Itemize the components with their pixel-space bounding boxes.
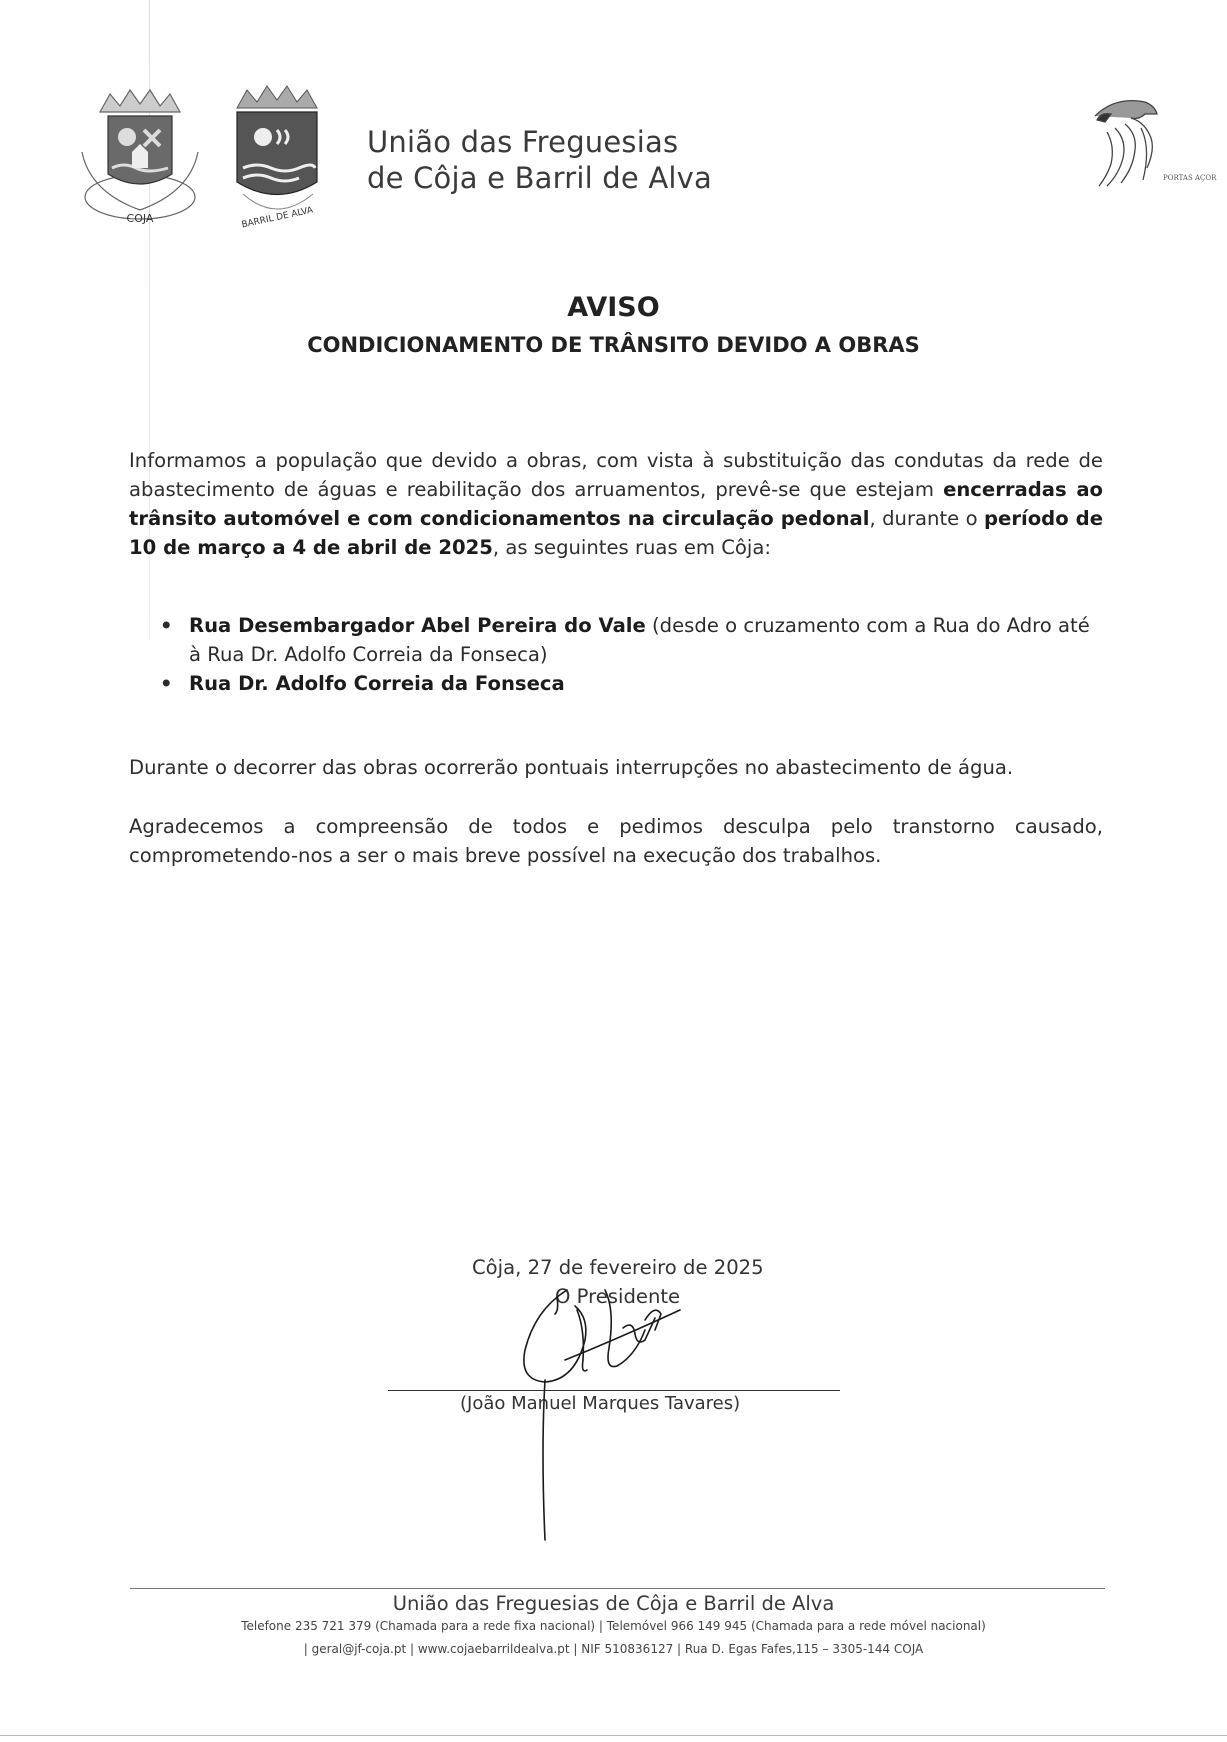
barril-de-alva-crest-icon xyxy=(225,82,330,231)
signature-role: O Presidente xyxy=(555,1285,681,1308)
handwritten-signature-icon xyxy=(505,1270,755,1550)
list-item xyxy=(158,611,1103,669)
intro-text-e: , as seguintes ruas em Côja: xyxy=(492,536,771,559)
scan-bottom-edge xyxy=(0,1735,1227,1736)
bullet-icon: • xyxy=(160,614,173,637)
eagle-logo-text: PORTAS AÇOR xyxy=(1163,174,1217,182)
coja-crest-icon xyxy=(80,82,200,227)
apology-paragraph: Agradecemos a compreensão de todos e pedimos desculpa pelo transtorno causado, comprometendo-nos a ser o mais breve possível na execução dos trabalhos. xyxy=(129,815,1103,867)
street-detail: (desde o cruzamento com a Rua do Adro até à Rua Dr. Adolfo Correia da Fonseca) xyxy=(189,614,1090,666)
barril-crest-label: BARRIL DE ALVA xyxy=(240,205,315,231)
coja-crest-label: COJA xyxy=(126,212,154,225)
footer-title: União das Freguesias de Côja e Barril de Alva xyxy=(392,1592,835,1615)
water-interruption-paragraph: Durante o decorrer das obras ocorrerão pontuais interrupções no abastecimento de água. xyxy=(129,756,1014,779)
intro-text-period: período de 10 de março a 4 de abril de 2025 xyxy=(129,507,1104,559)
eagle-logo-icon xyxy=(1085,88,1217,203)
org-title xyxy=(367,124,712,196)
footer-divider xyxy=(130,1588,1105,1589)
list-item xyxy=(158,669,1103,698)
notice-subtitle: CONDICIONAMENTO DE TRÂNSITO DEVIDO A OBRAS xyxy=(307,333,920,357)
signer-name: (João Manuel Marques Tavares) xyxy=(460,1393,741,1414)
street-list xyxy=(158,611,1103,698)
intro-text-closure: encerradas ao trânsito automóvel e com condicionamentos na circulação pedonal xyxy=(129,478,1104,530)
intro-paragraph xyxy=(129,446,1103,562)
street-name: Rua Desembargador Abel Pereira do Vale xyxy=(189,614,646,637)
intro-text-c: , durante o xyxy=(869,507,985,530)
signature-date: Côja, 27 de fevereiro de 2025 xyxy=(472,1256,764,1279)
org-title-line2: de Côja e Barril de Alva xyxy=(367,161,712,195)
bullet-icon: • xyxy=(160,672,173,695)
footer-contacts: Telefone 235 721 379 (Chamada para a rede fixa nacional) | Telemóvel 966 149 945 (Chamada para a rede móvel nacional) xyxy=(241,1619,986,1633)
org-title-line1: União das Freguesias xyxy=(367,125,679,159)
notice-title: AVISO xyxy=(567,292,660,323)
footer-address: | geral@jf-coja.pt | www.cojaebarrildealva.pt | NIF 510836127 | Rua D. Egas Fafes,115 – 3305-144 COJA xyxy=(303,1642,924,1656)
intro-text-a: Informamos a população que devido a obras, com vista à substituição das condutas da rede de abastecimento de águas e reabilitação dos arruamentos, prevê-se que estejam xyxy=(129,449,1103,501)
street-name: Rua Dr. Adolfo Correia da Fonseca xyxy=(189,672,565,695)
